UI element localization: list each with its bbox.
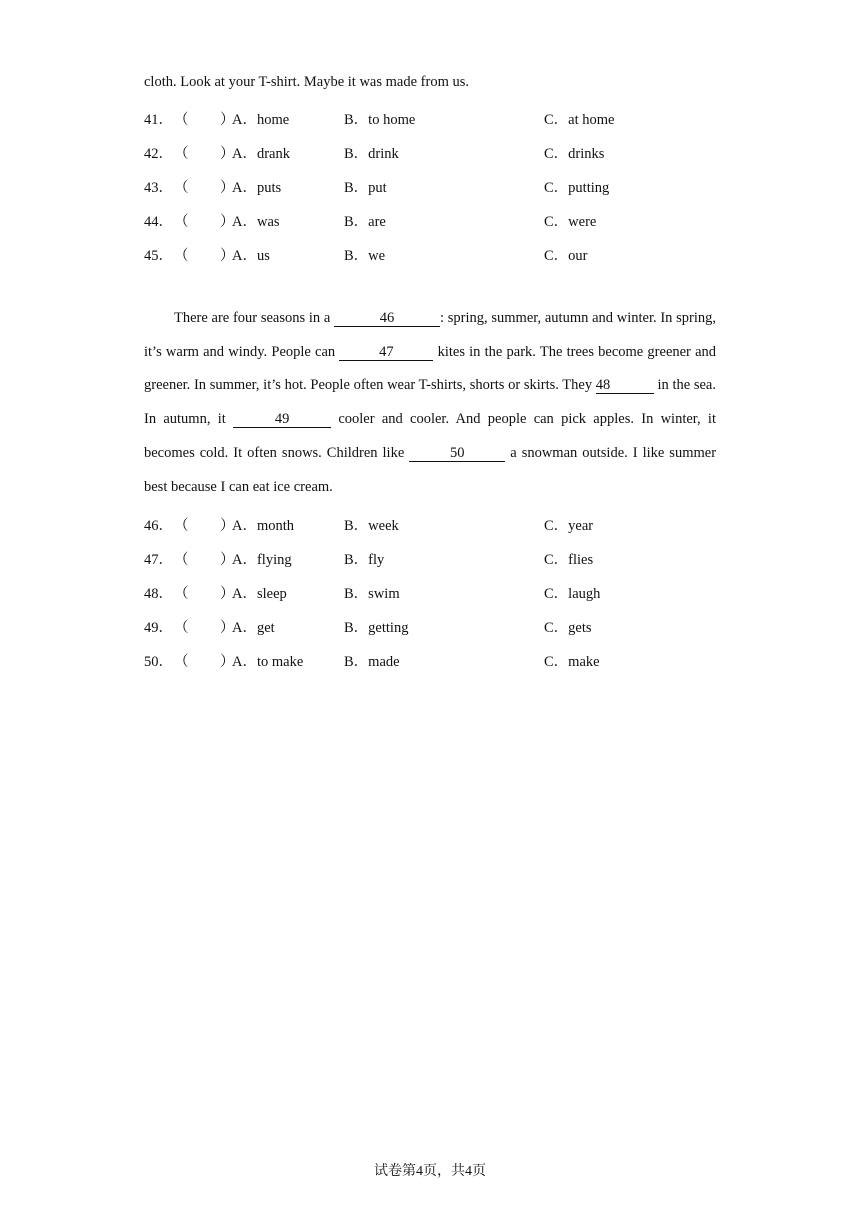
answer-paren-left: （ — [174, 214, 189, 230]
question-number: 50． — [144, 654, 173, 670]
answer-paren-right: ） — [220, 518, 235, 534]
question-number: 49． — [144, 620, 173, 636]
option-b: B．put — [344, 180, 387, 196]
answer-paren-right: ） — [220, 180, 235, 196]
blank-48: 48 — [596, 377, 654, 394]
option-a: A．puts — [232, 180, 282, 196]
passage-text: cooler and cooler. And people can pick apples. In winter, it becomes cold. It often snows. Children like — [144, 411, 716, 461]
option-b: B．fly — [344, 552, 385, 568]
question-42 — [144, 142, 744, 162]
passage-text: : spring, summer, autumn and winter. In spring, it’s warm and windy. People can — [144, 310, 717, 360]
option-c: C．putting — [544, 180, 610, 196]
option-a: A．flying — [232, 552, 292, 568]
answer-paren-right: ） — [220, 248, 235, 264]
option-c: C．drinks — [544, 146, 605, 162]
question-43 — [144, 176, 744, 196]
answer-paren-right: ） — [220, 654, 235, 670]
answer-paren-left: （ — [174, 620, 189, 636]
question-number: 45． — [144, 248, 173, 264]
question-41 — [144, 108, 744, 128]
option-a: A．month — [232, 518, 295, 534]
question-number: 48． — [144, 586, 173, 602]
question-50 — [144, 650, 744, 670]
question-number: 46． — [144, 518, 173, 534]
option-b: B．made — [344, 654, 400, 670]
option-c: C．our — [544, 248, 588, 264]
passage-text: a snowman outside. I like summer best because I can eat ice cream. — [144, 444, 717, 495]
question-46 — [144, 514, 744, 534]
passage-text: There are four seasons in a — [174, 310, 331, 326]
answer-paren-right: ） — [220, 112, 235, 128]
option-b: B．drink — [344, 146, 399, 162]
question-48 — [144, 582, 744, 602]
option-c: C．at home — [544, 112, 615, 128]
option-c: C．laugh — [544, 586, 601, 602]
answer-paren-right: ） — [220, 214, 235, 230]
blank-50: 50 — [409, 445, 505, 462]
option-c: C．make — [544, 654, 600, 670]
answer-paren-right: ） — [220, 146, 235, 162]
question-44 — [144, 210, 744, 230]
option-b: B．to home — [344, 112, 416, 128]
answer-paren-right: ） — [220, 586, 235, 602]
option-a: A．get — [232, 620, 275, 636]
option-a: A．to make — [232, 654, 304, 670]
option-b: B．are — [344, 214, 386, 230]
answer-paren-left: （ — [174, 586, 189, 602]
question-number: 41． — [144, 112, 173, 128]
option-c: C．year — [544, 518, 594, 534]
passage-continuation: cloth. Look at your T-shirt. Maybe it was made from us. — [144, 74, 469, 90]
answer-paren-left: （ — [174, 146, 189, 162]
answer-paren-left: （ — [174, 248, 189, 264]
option-c: C．were — [544, 214, 597, 230]
option-b: B．we — [344, 248, 386, 264]
page-footer: 试卷第4页，共4页 — [374, 1164, 486, 1179]
blank-49: 49 — [233, 411, 331, 428]
answer-paren-left: （ — [174, 552, 189, 568]
question-45 — [144, 244, 744, 264]
option-a: A．was — [232, 214, 280, 230]
option-b: B．getting — [344, 620, 409, 636]
option-c: C．flies — [544, 552, 594, 568]
answer-paren-left: （ — [174, 654, 189, 670]
option-a: A．drank — [232, 146, 290, 162]
option-a: A．us — [232, 248, 270, 264]
answer-paren-right: ） — [220, 620, 235, 636]
option-a: A．sleep — [232, 586, 287, 602]
question-47 — [144, 548, 744, 568]
blank-46: 46 — [334, 310, 440, 327]
answer-paren-left: （ — [174, 180, 189, 196]
question-number: 43． — [144, 180, 173, 196]
option-b: B．swim — [344, 586, 400, 602]
option-b: B．week — [344, 518, 399, 534]
answer-paren-right: ） — [220, 552, 235, 568]
question-number: 42． — [144, 146, 173, 162]
option-a: A．home — [232, 112, 290, 128]
passage-text: kites in the park. The trees become greener and greener. In summer, it’s hot. People often wear T-shirts, shorts or skirts. They — [144, 343, 717, 394]
question-number: 44． — [144, 214, 173, 230]
answer-paren-left: （ — [174, 518, 189, 534]
option-c: C．gets — [544, 620, 592, 636]
question-number: 47． — [144, 552, 173, 568]
blank-47: 47 — [339, 344, 433, 361]
question-49 — [144, 616, 744, 636]
answer-paren-left: （ — [174, 112, 189, 128]
cloze-passage — [144, 302, 716, 504]
passage-text: in the sea. In autumn, it — [144, 377, 716, 428]
